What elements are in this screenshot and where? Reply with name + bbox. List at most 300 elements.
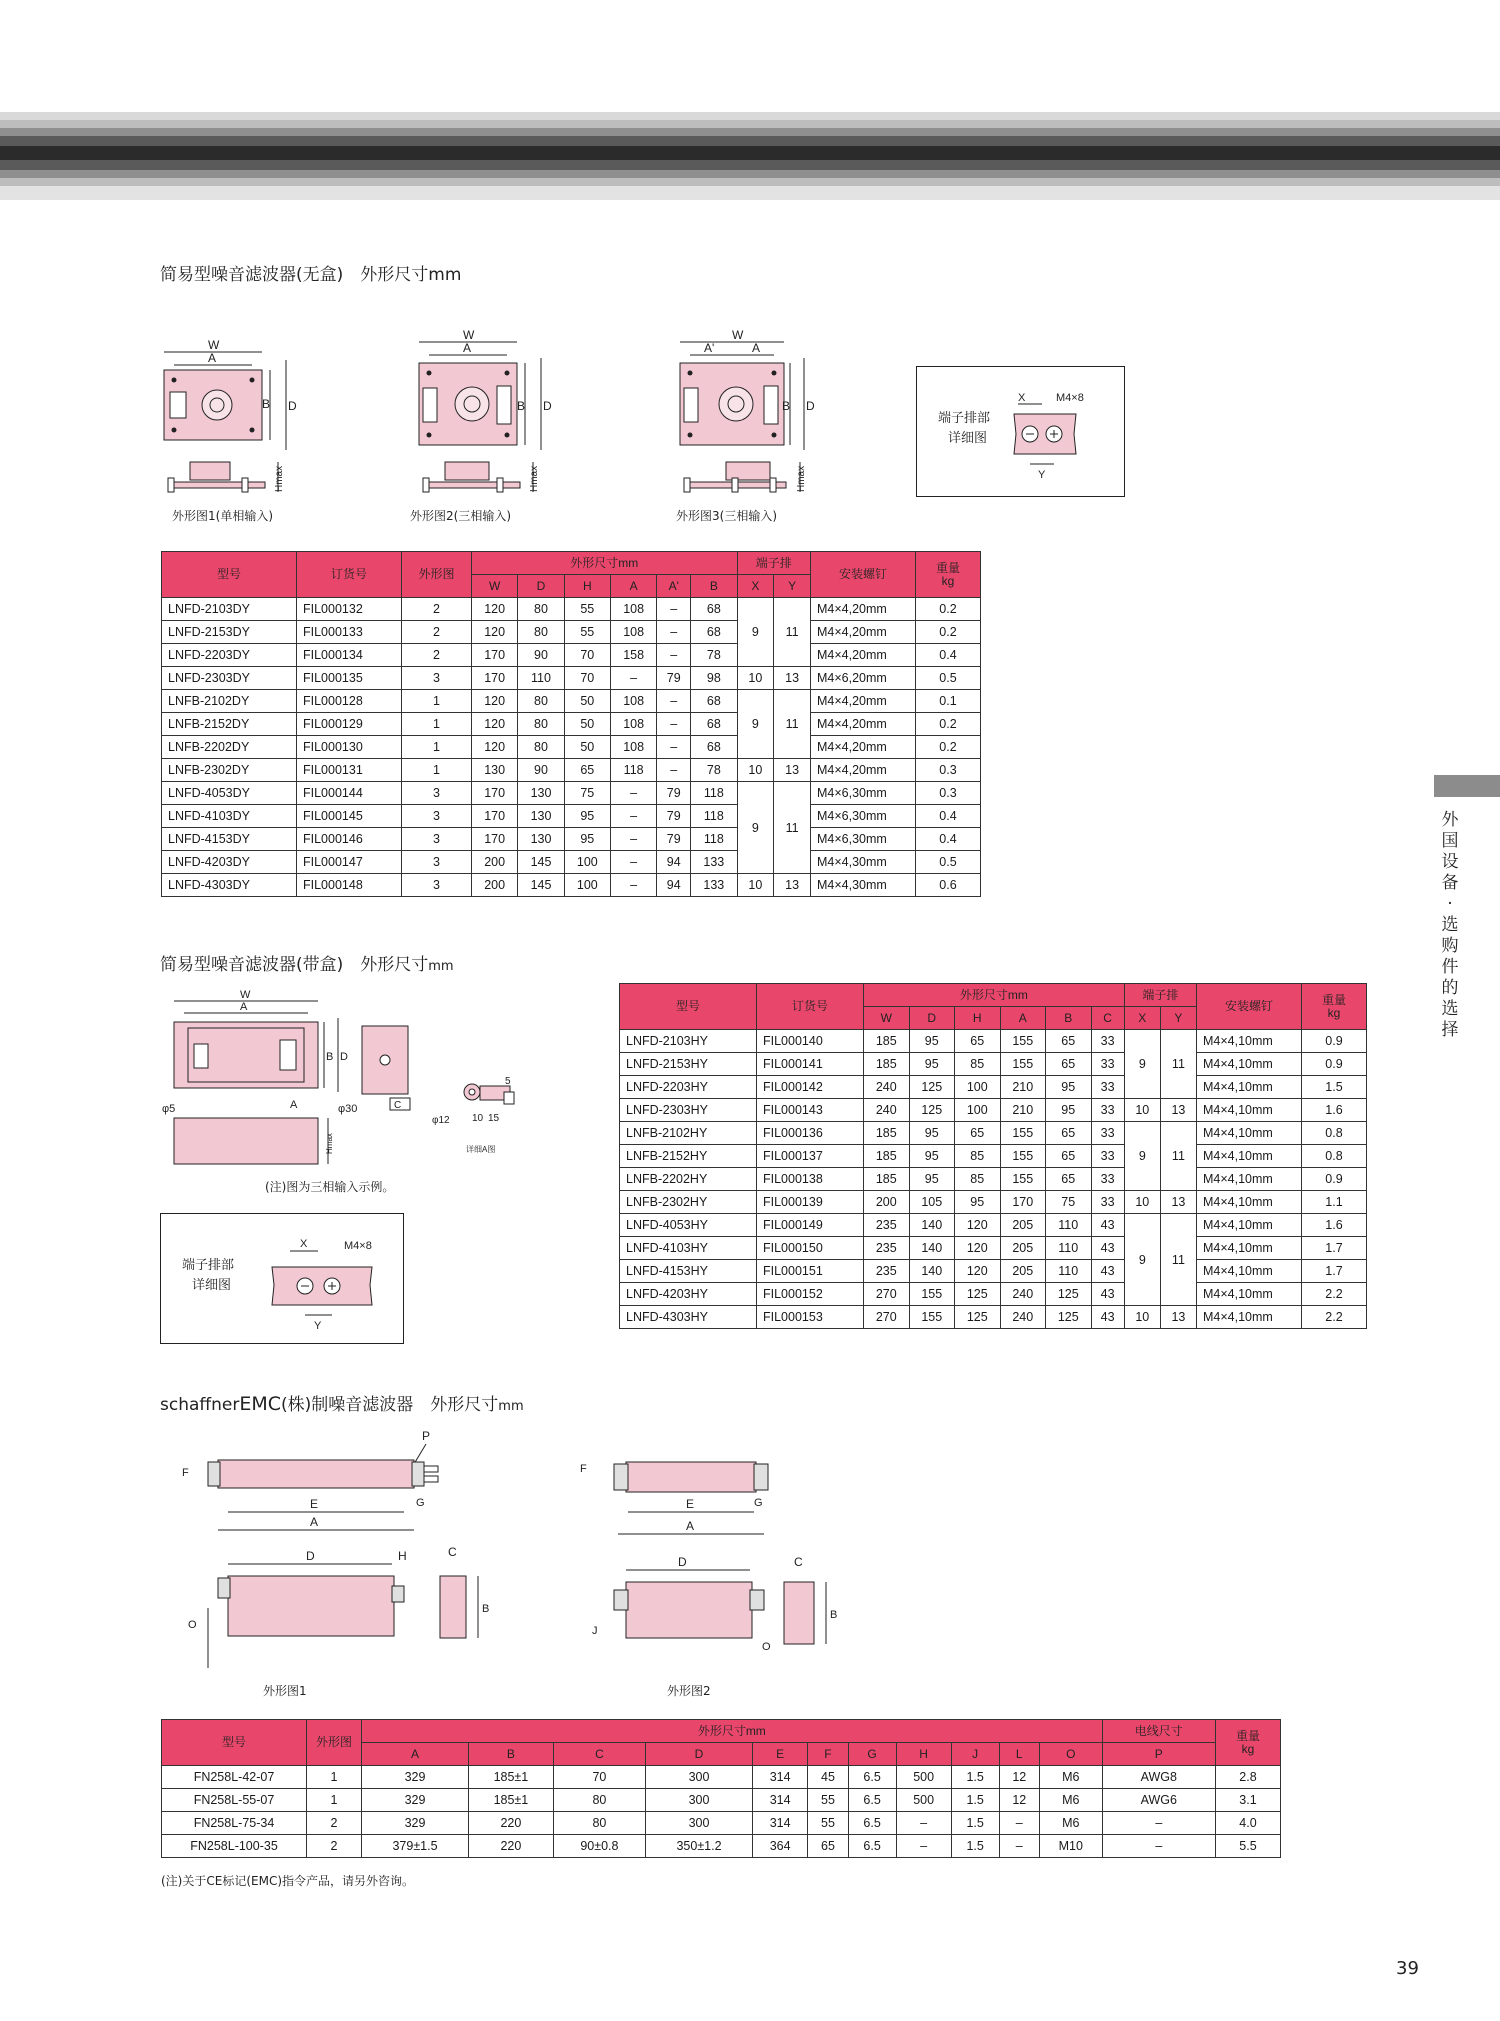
col-a: A [1000,1007,1046,1030]
table-cell: 350±1.2 [646,1835,753,1858]
side-tab-char: 备 [1441,873,1459,893]
table-cell: 300 [646,1812,753,1835]
terminal-x-cell: 10 [1124,1099,1160,1122]
svg-text:H: H [398,1549,407,1563]
table-cell: 3 [402,667,472,690]
table-row [162,736,981,759]
section1-title: 简易型噪音滤波器(无盒) 外形尺寸mm [160,265,462,285]
col-model: 型号 [162,1720,307,1766]
svg-text:A: A [752,341,761,355]
table-cell: 314 [753,1766,808,1789]
table-cell: 118 [610,759,656,782]
table-cell: – [999,1812,1039,1835]
terminal-y-cell: 13 [774,874,811,897]
schaffner-fig2-caption: 外形图2 [667,1684,711,1698]
terminal-y-cell: 13 [1160,1099,1196,1122]
table-cell: LNFD-2153HY [620,1053,757,1076]
table-cell: 120 [472,690,518,713]
svg-text:15: 15 [488,1113,500,1124]
outline-figure-3 [676,330,826,525]
table-cell: 79 [657,828,691,851]
table-cell: 185 [864,1053,910,1076]
schaffner-figure-1 [178,1428,518,1692]
table-cell: 95 [955,1191,1001,1214]
side-tab-marker [1434,775,1500,797]
terminal-y-cell: 11 [1160,1214,1196,1306]
table-cell: 1.6 [1302,1214,1367,1237]
table-cell: 68 [691,598,737,621]
table-cell: 0.9 [1302,1030,1367,1053]
table-cell: 95 [1046,1076,1092,1099]
table-cell: 1 [307,1766,362,1789]
table-cell: 118 [691,828,737,851]
terminal-x-cell: 9 [737,690,774,759]
table-cell: 130 [518,828,564,851]
svg-text:B: B [326,1051,334,1063]
svg-text:Hmax: Hmax [529,465,540,492]
spec-table-no-case [161,551,981,897]
col-dim-e: E [753,1743,808,1766]
table-cell: 205 [1000,1260,1046,1283]
table-cell: 130 [518,805,564,828]
table-cell: 140 [909,1237,955,1260]
case-figure-note: (注)图为三相输入示例。 [265,1180,395,1194]
table-cell: 133 [691,851,737,874]
table-cell: 1 [402,736,472,759]
table-cell: 329 [362,1766,469,1789]
table-cell: 108 [610,736,656,759]
table-cell: LNFB-2202DY [162,736,297,759]
table-cell: – [610,874,656,897]
table-cell: 43 [1091,1306,1124,1329]
table-cell: 110 [518,667,564,690]
table-cell: M4×4,10mm [1197,1099,1302,1122]
col-h: H [955,1007,1001,1030]
table-cell: 314 [753,1812,808,1835]
table-row [620,1122,1367,1145]
table-cell: 130 [518,782,564,805]
table-cell: 125 [909,1076,955,1099]
table-cell: 140 [909,1260,955,1283]
table-row [620,1283,1367,1306]
table-cell: FIL000139 [757,1191,864,1214]
table-cell: FIL000131 [297,759,402,782]
table-cell: LNFD-4103DY [162,805,297,828]
col-dim-l: L [999,1743,1039,1766]
svg-text:A: A [686,1519,695,1533]
table-row [162,690,981,713]
col-dims: 外形尺寸mm [362,1720,1103,1743]
table-cell: 235 [864,1260,910,1283]
svg-text:D: D [678,1555,687,1569]
side-tab-char: 选 [1441,915,1459,935]
table-cell: FIL000130 [297,736,402,759]
table-cell: FIL000135 [297,667,402,690]
table-cell: 125 [1046,1306,1092,1329]
svg-text:5: 5 [505,1076,511,1087]
table-cell: 120 [955,1237,1001,1260]
table-cell: 90 [518,759,564,782]
svg-text:D: D [806,399,815,413]
table-cell: 0.3 [916,782,981,805]
table-cell: 155 [1000,1122,1046,1145]
table-cell: 364 [753,1835,808,1858]
table-cell: M6 [1039,1766,1102,1789]
terminal-y-cell: 11 [1160,1122,1196,1191]
svg-text:W: W [463,328,475,342]
table-cell: 33 [1091,1145,1124,1168]
terminal-y-cell: 13 [774,667,811,690]
col-w: W [864,1007,910,1030]
col-dim-b: B [469,1743,554,1766]
table-cell: – [657,736,691,759]
table-cell: 100 [564,851,610,874]
table-cell: 50 [564,690,610,713]
table-cell: 80 [518,598,564,621]
table-cell: 0.4 [916,644,981,667]
terminal-x-cell: 9 [737,782,774,874]
terminal-y-cell: 13 [774,759,811,782]
table-cell: 80 [518,713,564,736]
svg-text:J: J [592,1625,598,1637]
table-cell: AWG8 [1102,1766,1215,1789]
table-row [162,1766,1281,1789]
svg-text:详细图: 详细图 [192,1277,232,1292]
table-cell: 85 [955,1168,1001,1191]
terminal-y-cell: 13 [1160,1191,1196,1214]
table-cell: 3 [402,828,472,851]
table-cell: 170 [1000,1191,1046,1214]
table-cell: M4×4,20mm [811,713,916,736]
terminal-x-cell: 10 [1124,1191,1160,1214]
table-cell: 1.5 [1302,1076,1367,1099]
table-cell: 4.0 [1216,1812,1281,1835]
svg-text:详细A图: 详细A图 [466,1145,496,1154]
table-cell: FIL000152 [757,1283,864,1306]
table-row [620,1306,1367,1329]
table-cell: FIL000146 [297,828,402,851]
table-cell: 240 [864,1099,910,1122]
table-cell: 235 [864,1237,910,1260]
table-cell: 0.6 [916,874,981,897]
table-cell: 33 [1091,1053,1124,1076]
col-wire: 电线尺寸 [1102,1720,1215,1743]
table-row [162,1789,1281,1812]
col-weight: 重量 kg [1216,1720,1281,1766]
terminal-x-cell: 10 [737,874,774,897]
table-cell: FN258L-42-07 [162,1766,307,1789]
table-cell: LNFD-2153DY [162,621,297,644]
table-cell: 185±1 [469,1789,554,1812]
table-cell: 205 [1000,1237,1046,1260]
svg-text:D: D [543,399,552,413]
svg-text:D: D [288,399,297,413]
table-cell: FIL000153 [757,1306,864,1329]
table-cell: 0.3 [916,759,981,782]
col-y: Y [1160,1007,1196,1030]
table-cell: 33 [1091,1191,1124,1214]
table-cell: – [657,644,691,667]
table-cell: 185±1 [469,1766,554,1789]
table-cell: 1.5 [951,1812,999,1835]
table-cell: LNFD-2303DY [162,667,297,690]
table-cell: M6 [1039,1812,1102,1835]
svg-text:F: F [182,1467,189,1479]
schaffner-fig1-caption: 外形图1 [263,1684,307,1698]
table-cell: 2 [402,598,472,621]
table-cell: FIL000145 [297,805,402,828]
table-cell: FN258L-75-34 [162,1812,307,1835]
svg-text:F: F [580,1463,587,1475]
table-cell: – [610,851,656,874]
table-cell: 1.7 [1302,1260,1367,1283]
col-y: Y [774,575,811,598]
col-a2: A' [657,575,691,598]
side-tab-char: 国 [1441,831,1459,851]
table-cell: 3 [402,782,472,805]
svg-text:B: B [482,1603,490,1615]
svg-text:A': A' [704,341,715,355]
col-b: B [1046,1007,1092,1030]
schaffner-note: (注)关于CE标记(EMC)指令产品，请另外咨询。 [161,1874,415,1888]
table-cell: 94 [657,851,691,874]
table-cell: FIL000133 [297,621,402,644]
svg-text:10: 10 [472,1113,484,1124]
outline-figure-2 [415,330,565,525]
table-cell: – [999,1835,1039,1858]
terminal-x-cell: 9 [1124,1214,1160,1306]
table-cell: FIL000134 [297,644,402,667]
table-cell: 95 [909,1145,955,1168]
table-cell: 105 [909,1191,955,1214]
side-tab-char: 外 [1441,810,1459,830]
table-cell: 68 [691,690,737,713]
fig3-caption: 外形图3(三相输入) [676,509,777,523]
terminal-x-cell: 10 [737,667,774,690]
table-cell: 125 [955,1283,1001,1306]
table-cell: M4×4,10mm [1197,1237,1302,1260]
table-row [162,874,981,897]
svg-text:C: C [448,1545,457,1559]
table-cell: 0.2 [916,736,981,759]
table-cell: 65 [1046,1145,1092,1168]
table-row [162,667,981,690]
svg-text:φ12: φ12 [432,1115,450,1126]
col-screw: 安装螺钉 [1197,984,1302,1030]
table-row [162,644,981,667]
table-cell: LNFB-2302DY [162,759,297,782]
table-cell: 200 [472,851,518,874]
table-row [620,1145,1367,1168]
table-cell: 0.5 [916,851,981,874]
table-cell: 55 [564,598,610,621]
svg-text:B: B [782,399,791,413]
table-cell: 55 [808,1812,848,1835]
table-cell: 158 [610,644,656,667]
side-tab-char: · [1447,894,1453,914]
table-cell: LNFD-2103DY [162,598,297,621]
table-cell: 100 [564,874,610,897]
table-cell: M6 [1039,1789,1102,1812]
col-dims: 外形尺寸mm [472,552,738,575]
table-cell: 120 [472,736,518,759]
table-cell: 120 [955,1260,1001,1283]
svg-text:M4×8: M4×8 [344,1240,372,1252]
table-cell: 33 [1091,1099,1124,1122]
table-cell: M10 [1039,1835,1102,1858]
table-cell: 120 [472,598,518,621]
col-model: 型号 [162,552,297,598]
table-cell: 110 [1046,1214,1092,1237]
table-cell: 100 [955,1076,1001,1099]
table-cell: 2 [402,644,472,667]
table-row [162,598,981,621]
table-cell: LNFD-4053DY [162,782,297,805]
table-cell: LNFD-2103HY [620,1030,757,1053]
table-cell: 2.2 [1302,1283,1367,1306]
svg-text:φ5: φ5 [162,1103,176,1115]
svg-text:C: C [794,1555,803,1569]
table-cell: FIL000141 [757,1053,864,1076]
table-cell: 170 [472,805,518,828]
table-row [162,1835,1281,1858]
col-d: D [909,1007,955,1030]
svg-text:Hmax: Hmax [274,465,285,492]
table-row [162,1812,1281,1835]
table-cell: 0.9 [1302,1168,1367,1191]
table-cell: 118 [691,782,737,805]
table-cell: 55 [808,1789,848,1812]
table-cell: M4×6,30mm [811,782,916,805]
table-cell: 329 [362,1812,469,1835]
col-dim-o: O [1039,1743,1102,1766]
table-cell: LNFD-4153HY [620,1260,757,1283]
table-cell: M4×4,10mm [1197,1260,1302,1283]
table-row [620,1076,1367,1099]
table-cell: 270 [864,1306,910,1329]
table-cell: 80 [518,690,564,713]
header-stripes [0,112,1500,200]
table-cell: LNFB-2302HY [620,1191,757,1214]
table-cell: 120 [472,713,518,736]
outline-figure-case [160,988,580,1188]
table-cell: 6.5 [848,1789,896,1812]
svg-text:详细图: 详细图 [948,430,988,445]
table-cell: LNFB-2152HY [620,1145,757,1168]
svg-text:端子排部: 端子排部 [938,410,991,425]
table-cell: 220 [469,1835,554,1858]
svg-text:W: W [240,989,251,1001]
table-cell: 1.1 [1302,1191,1367,1214]
svg-text:D: D [340,1051,348,1063]
table-cell: 140 [909,1214,955,1237]
table-cell: – [657,690,691,713]
table-cell: 240 [864,1076,910,1099]
col-order-no: 订货号 [297,552,402,598]
terminal-y-cell: 11 [774,690,811,759]
table-cell: 5.5 [1216,1835,1281,1858]
table-cell: 110 [1046,1237,1092,1260]
table-cell: 125 [909,1099,955,1122]
table-cell: 170 [472,667,518,690]
table-cell: FIL000136 [757,1122,864,1145]
table-cell: 270 [864,1283,910,1306]
table-cell: – [1102,1835,1215,1858]
table-cell: – [657,621,691,644]
table-cell: 95 [909,1053,955,1076]
table-row [162,851,981,874]
table-cell: 200 [472,874,518,897]
table-cell: 185 [864,1030,910,1053]
table-cell: M4×4,20mm [811,621,916,644]
table-cell: 85 [955,1145,1001,1168]
table-cell: 43 [1091,1214,1124,1237]
table-row [620,1053,1367,1076]
side-tab-char: 的 [1441,978,1459,998]
table-cell: M4×4,20mm [811,598,916,621]
table-cell: 95 [564,828,610,851]
table-cell: 65 [808,1835,848,1858]
table-cell: 95 [909,1030,955,1053]
table-cell: 65 [1046,1030,1092,1053]
table-cell: 12 [999,1766,1039,1789]
table-cell: 90 [518,644,564,667]
terminal-x-cell: 10 [737,759,774,782]
table-cell: 2.2 [1302,1306,1367,1329]
svg-text:E: E [686,1497,695,1511]
table-cell: 1 [402,713,472,736]
table-cell: LNFB-2202HY [620,1168,757,1191]
table-cell: 133 [691,874,737,897]
table-cell: 155 [909,1306,955,1329]
table-cell: 79 [657,667,691,690]
table-cell: 118 [691,805,737,828]
table-cell: 75 [1046,1191,1092,1214]
table-cell: 6.5 [848,1835,896,1858]
table-row [162,782,981,805]
table-cell: 80 [553,1789,645,1812]
fig2-caption: 外形图2(三相输入) [410,509,511,523]
table-cell: 1.6 [1302,1099,1367,1122]
table-cell: FIL000138 [757,1168,864,1191]
table-cell: 0.2 [916,598,981,621]
svg-text:W: W [208,338,220,352]
col-dim-h: H [896,1743,951,1766]
side-tab-char: 购 [1441,936,1459,956]
table-cell: 108 [610,713,656,736]
table-cell: 0.4 [916,828,981,851]
svg-text:X: X [300,1238,308,1250]
side-tab-char: 择 [1441,1020,1459,1040]
table-cell: M4×6,30mm [811,805,916,828]
table-cell: 0.2 [916,713,981,736]
svg-text:Y: Y [1038,469,1046,481]
table-cell: 65 [564,759,610,782]
table-cell: 3 [402,851,472,874]
table-row [620,1237,1367,1260]
table-cell: 100 [955,1099,1001,1122]
table-cell: LNFD-4103HY [620,1237,757,1260]
table-cell: 65 [1046,1053,1092,1076]
table-cell: 329 [362,1789,469,1812]
side-tab-char: 设 [1441,852,1459,872]
table-row [620,1260,1367,1283]
svg-text:B: B [830,1609,838,1621]
table-cell: M4×4,10mm [1197,1030,1302,1053]
terminal-y-cell: 11 [774,598,811,667]
terminal-detail-2 [160,1213,405,1345]
table-cell: 79 [657,805,691,828]
